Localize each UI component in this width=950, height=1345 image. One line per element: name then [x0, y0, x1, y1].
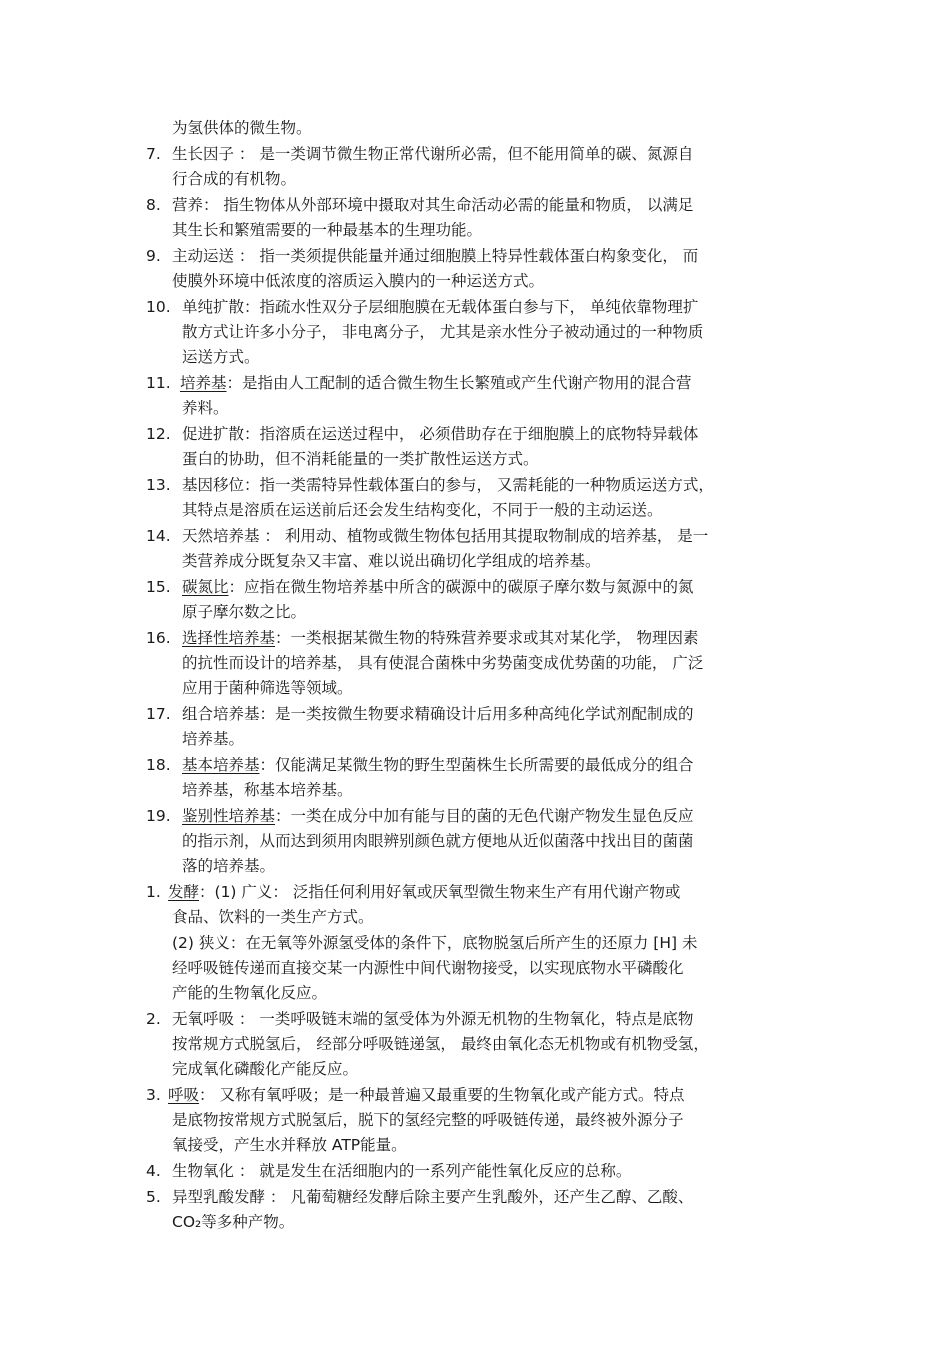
definition-text: 使膜外环境中低浓度的溶质运入膜内的一种运送方式。 — [172, 272, 545, 290]
item-number: 14. — [146, 527, 171, 545]
definition-differential-medium — [172, 806, 694, 826]
definition-heterolactic-fermentation: 异型乳酸发酵 ： 凡葡萄糖经发酵后除主要产生乳酸外，还产生乙醇、乙酸、 — [172, 1188, 694, 1206]
definition-text: 培养基。 — [182, 730, 245, 748]
definition-text: 经呼吸链传递而直接交某一内源性中间代谢物接受，以实现底物水平磷酸化 — [172, 959, 684, 977]
definition-text: 食品、饮料的一类生产方式。 — [172, 908, 374, 926]
item-number: 8. — [146, 196, 161, 214]
definition-cn-ratio — [172, 577, 694, 597]
definition-group-translocation: 基因移位：指一类需特异性载体蛋白的参与， 又需耗能的一种物质运送方式， — [182, 476, 714, 494]
term-minimal-medium: 基本培养基 — [182, 756, 260, 774]
definition-text: 类营养成分既复杂又丰富、难以说出确切化学组成的培养基。 — [182, 552, 601, 570]
definition-minimal-medium — [172, 755, 694, 775]
definition-growth-factor: 生长因子 ： 是一类调节微生物正常代谢所必需，但不能用简单的碳、氮源自 — [172, 145, 694, 163]
item-number: 2. — [146, 1010, 161, 1028]
definition-text: (2) 狭义：在无氧等外源氢受体的条件下，底物脱氢后所产生的还原力 [H] 未 — [172, 934, 698, 952]
term-respiration: 呼吸 — [168, 1086, 200, 1104]
definition-text: 落的培养基。 — [182, 857, 276, 875]
definition-text: 蛋白的协助，但不消耗能量的一类扩散性运送方式。 — [182, 450, 539, 468]
definition-facilitated-diffusion: 促进扩散：指溶质在运送过程中， 必须借助存在于细胞膜上的底物特异载体 — [182, 425, 699, 443]
definition-biological-oxidation: 生物氧化 ： 就是发生在活细胞内的一系列产能性氧化反应的总称。 — [172, 1162, 632, 1180]
definition-natural-medium: 天然培养基 ： 利用动、植物或微生物体包括用其提取物制成的培养基， 是一 — [182, 527, 709, 545]
item-number: 11. — [146, 374, 171, 392]
definition-text: 其生长和繁殖需要的一种最基本的生理功能。 — [172, 221, 483, 239]
item-number: 4. — [146, 1162, 161, 1180]
item-number: 18. — [146, 756, 171, 774]
term-differential-medium: 鉴别性培养基 — [182, 807, 276, 825]
definition-fermentation — [164, 882, 680, 902]
definition-text: 的指示剂，从而达到须用肉眼辨别颜色就方便地从近似菌落中找出目的菌菌 — [182, 832, 694, 850]
term-cn-ratio: 碳氮比 — [182, 578, 229, 596]
definition-respiration — [164, 1085, 684, 1105]
item-number: 13. — [146, 476, 171, 494]
term-selective-medium: 选择性培养基 — [182, 629, 276, 647]
item-number: 15. — [146, 578, 171, 596]
definition-anaerobic-respiration: 无氧呼吸 ： 一类呼吸链末端的氢受体为外源无机物的生物氧化，特点是底物 — [172, 1010, 694, 1028]
definition-text: 养料。 — [182, 399, 229, 417]
definition-text: 氧接受，产生水并释放 ATP能量。 — [172, 1136, 407, 1154]
item-number: 9. — [146, 247, 161, 265]
item-number: 12. — [146, 425, 171, 443]
definition-text: 行合成的有机物。 — [172, 170, 297, 188]
definition-text: 培养基，称基本培养基。 — [182, 781, 353, 799]
definition-body: ： 又称有氧呼吸；是一种最普遍又最重要的生物氧化或产能方式。特点 — [199, 1086, 685, 1104]
item-number: 7. — [146, 145, 161, 163]
item-number: 5. — [146, 1188, 161, 1206]
definition-simple-diffusion: 单纯扩散：指疏水性双分子层细胞膜在无载体蛋白参与下， 单纯依靠物理扩 — [182, 298, 699, 316]
definition-text: 原子摩尔数之比。 — [182, 603, 307, 621]
item-6-continuation: 为氢供体的微生物。 — [172, 119, 312, 137]
definition-body: ：一类在成分中加有能与目的菌的无色代谢产物发生显色反应 — [275, 807, 694, 825]
term-culture-medium: 培养基 — [180, 374, 227, 392]
definition-culture-medium — [172, 373, 692, 393]
term-fermentation: 发酵 — [168, 883, 200, 901]
item-number: 19. — [146, 807, 171, 825]
definition-text: 是底物按常规方式脱氢后，脱下的氢经完整的呼吸链传递，最终被外源分子 — [172, 1111, 684, 1129]
definition-text: 完成氧化磷酸化产能反应。 — [172, 1060, 359, 1078]
definition-selective-medium — [172, 628, 698, 648]
definition-body: ：应指在微生物培养基中所含的碳源中的碳原子摩尔数与氮源中的氮 — [228, 578, 694, 596]
definition-body: ：一类根据某微生物的特殊营养要求或其对某化学， 物理因素 — [275, 629, 699, 647]
definition-text: 应用于菌种筛选等领域。 — [182, 679, 353, 697]
item-number: 10. — [146, 298, 171, 316]
definition-active-transport: 主动运送 ： 指一类须提供能量并通过细胞膜上特异性载体蛋白构象变化， 而 — [172, 247, 699, 265]
definition-text: 其特点是溶质在运送前后还会发生结构变化，不同于一般的主动运送。 — [182, 501, 663, 519]
definition-text: 运送方式。 — [182, 348, 260, 366]
definition-synthetic-medium: 组合培养基：是一类按微生物要求精确设计后用多种高纯化学试剂配制成的 — [182, 705, 694, 723]
definition-text: 产能的生物氧化反应。 — [172, 984, 328, 1002]
definition-text: CO₂等多种产物。 — [172, 1213, 295, 1231]
item-number: 3. — [146, 1086, 161, 1104]
definition-text: 散方式让许多小分子， 非电离分子， 尤其是亲水性分子被动通过的一种物质 — [182, 323, 704, 341]
definition-body: ：(1) 广义： 泛指任何利用好氧或厌氧型微生物来生产有用代谢产物或 — [199, 883, 681, 901]
definition-body: ：仅能满足某微生物的野生型菌株生长所需要的最低成分的组合 — [259, 756, 694, 774]
item-number: 1. — [146, 883, 161, 901]
definition-text: 按常规方式脱氢后， 经部分呼吸链递氢， 最终由氧化态无机物或有机物受氢， — [172, 1035, 709, 1053]
item-number: 17. — [146, 705, 171, 723]
definition-text: 的抗性而设计的培养基， 具有使混合菌株中劣势菌变成优势菌的功能， 广泛 — [182, 654, 704, 672]
item-number: 16. — [146, 629, 171, 647]
definition-body: ：是指由人工配制的适合微生物生长繁殖或产生代谢产物用的混合营 — [226, 374, 692, 392]
definition-nutrition: 营养： 指生物体从外部环境中摄取对其生命活动必需的能量和物质， 以满足 — [172, 196, 694, 214]
